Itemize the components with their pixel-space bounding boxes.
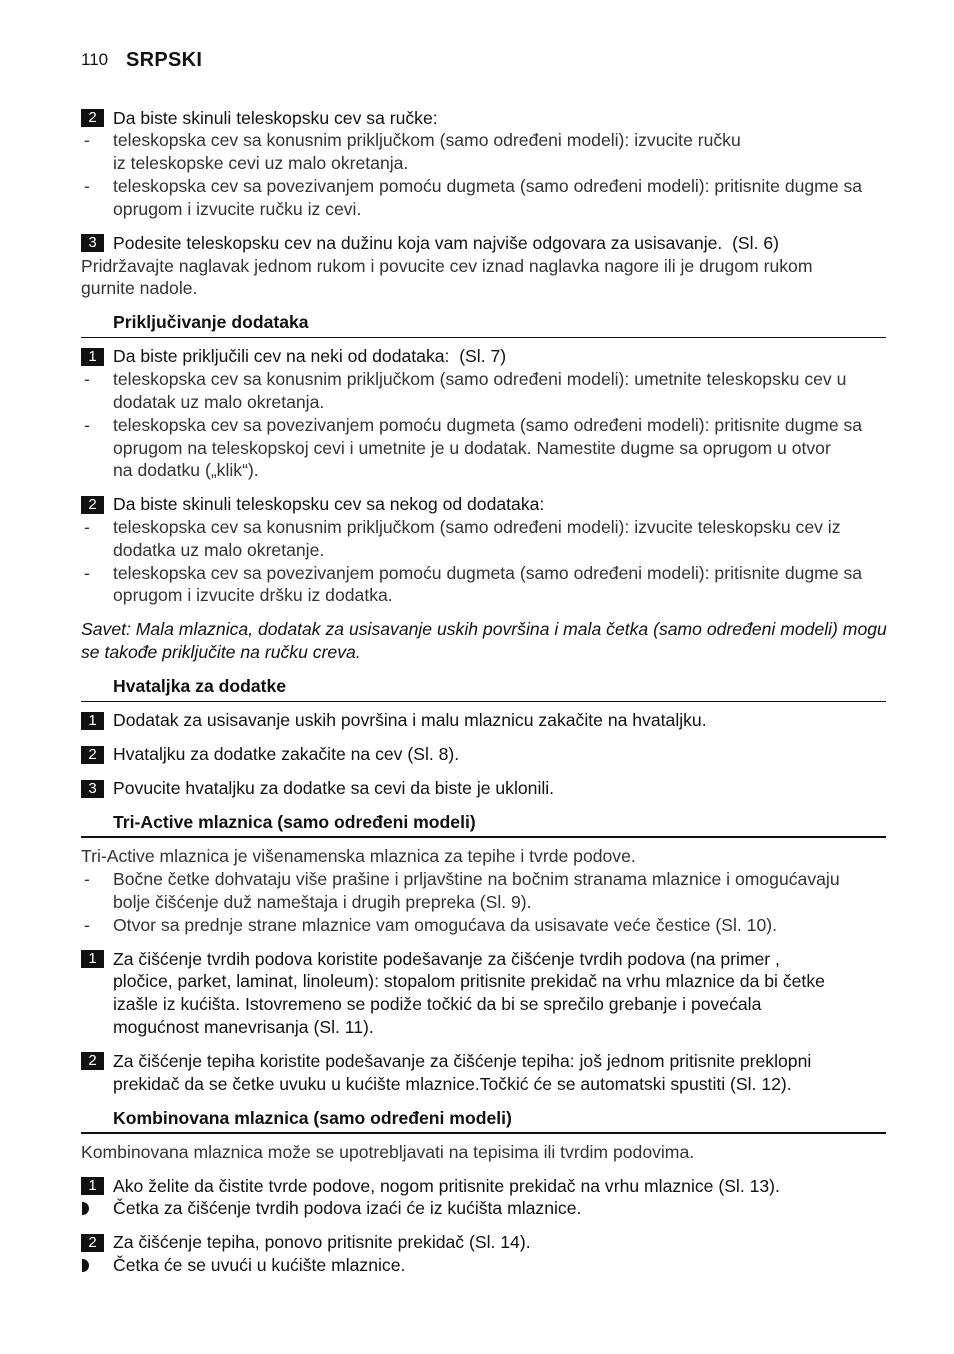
section-divider xyxy=(81,836,886,838)
clip-step-1 xyxy=(81,709,887,732)
step-number-badge: 3 xyxy=(81,780,104,798)
step-number-badge: 1 xyxy=(81,712,104,730)
section-divider xyxy=(81,1132,886,1134)
result-text: Četka za čišćenje tvrdih podova izaći će iz kućišta mlaznice. xyxy=(113,1198,582,1219)
dash-bullet: - xyxy=(84,868,90,889)
feature-text-continued: bolje čišćenje duž nameštaja i drugih prepreka (Sl. 9). xyxy=(113,891,532,912)
tri-active-intro xyxy=(81,845,887,936)
adjust-tube-step xyxy=(81,232,887,300)
dash-bullet: - xyxy=(84,562,90,583)
section-heading-attaching-accessories xyxy=(81,311,887,334)
result-line xyxy=(81,1197,887,1220)
feature-text: Bočne četke dohvataju više prašine i prljavštine na bočnim stranama mlaznice i omogućavaju xyxy=(113,868,840,889)
step-line xyxy=(81,493,887,516)
section-title: Priključivanje dodataka xyxy=(113,312,309,333)
step-text-continued: izašle iz kućišta. Istovremeno se podiže točkić da bi se sprečilo grebanje i povećala xyxy=(113,994,762,1015)
option-line xyxy=(81,516,887,539)
section-title: Tri-Active mlaznica (samo određeni modeli) xyxy=(113,812,476,833)
feature-text: Otvor sa prednje strane mlaznice vam omogućava da usisavate veće čestice (Sl. 10). xyxy=(113,914,777,935)
option-text: teleskopska cev sa konusnim priključkom (samo određeni modeli): izvucite teleskopsku cev iz xyxy=(113,517,841,538)
option-text: teleskopska cev sa konusnim priključkom (samo određeni modeli): umetnite teleskopsku cev u xyxy=(113,369,847,390)
option-text-continued: iz teleskopske cevi uz malo okretanja. xyxy=(113,153,409,174)
result-text: Četka će se uvući u kućište mlaznice. xyxy=(113,1255,406,1276)
step-line xyxy=(81,107,887,130)
option-text: teleskopska cev sa povezivanjem pomoću dugmeta (samo određeni modeli): pritisnite dugme sa xyxy=(113,414,863,435)
attach-step-2 xyxy=(81,493,887,607)
step-text: Dodatak za usisavanje uskih površina i malu mlaznicu zakačite na hvataljku. xyxy=(113,710,707,731)
section-divider xyxy=(81,701,886,703)
step-text-continued: prekidač da se četke uvuku u kućište mlaznice.Točkić će se automatski spustiti (Sl. 12). xyxy=(113,1073,792,1094)
step-number-badge: 3 xyxy=(81,234,104,252)
dash-bullet: - xyxy=(84,414,90,435)
section-title-wrap xyxy=(81,811,887,834)
page-content xyxy=(81,107,887,1277)
step-number-badge: 1 xyxy=(81,348,104,366)
step-text-continued: pločice, parket, laminat, linoleum): stopalom pritisnite prekidač na vrhu mlaznice da bi četke xyxy=(113,971,825,992)
dash-bullet: - xyxy=(84,517,90,538)
step-text: Da biste skinuli teleskopsku cev sa ručke: xyxy=(113,107,438,128)
step-text: Za čišćenje tvrdih podova koristite podešavanje za čišćenje tvrdih podova (na primer , xyxy=(113,948,780,969)
step-text: Za čišćenje tepiha koristite podešavanje za čišćenje tepiha: još jednom pritisnite preklopni xyxy=(113,1050,812,1071)
tip-text: Savet: Mala mlaznica, dodatak za usisavanje uskih površina i mala četka (samo određeni modeli) mogu xyxy=(81,619,887,640)
step-number-badge: 2 xyxy=(81,1052,104,1070)
dash-bullet: - xyxy=(84,130,90,151)
step-number-badge: 1 xyxy=(81,950,104,968)
intro-text: Kombinovana mlaznica može se upotrebljavati na tepisima ili tvrdim podovima. xyxy=(81,1141,695,1162)
step-number-badge: 2 xyxy=(81,746,104,764)
combination-step-2 xyxy=(81,1231,887,1277)
option-line xyxy=(81,368,887,391)
clip-step-2 xyxy=(81,743,887,766)
step-number-badge: 2 xyxy=(81,496,104,514)
option-text-continued: dodatka uz malo okretanje. xyxy=(113,539,325,560)
section-divider xyxy=(81,337,886,339)
tip-text: se takođe priključite na ručku creva. xyxy=(81,642,361,663)
option-text-continued: oprugom i izvucite dršku iz dodatka. xyxy=(113,585,393,606)
step-text: Povucite hvataljku za dodatke sa cevi da biste je uklonili. xyxy=(113,778,555,799)
combination-intro xyxy=(81,1141,887,1164)
result-bullet-icon xyxy=(82,1259,89,1272)
dash-bullet: - xyxy=(84,369,90,390)
dash-bullet: - xyxy=(84,914,90,935)
option-line xyxy=(81,414,887,437)
option-line xyxy=(81,129,887,152)
step-text-continued: mogućnost manevrisanja (Sl. 11). xyxy=(113,1016,374,1037)
step-text: Da biste skinuli teleskopsku cev sa nekog od dodataka: xyxy=(113,494,545,515)
tip-note xyxy=(81,618,887,664)
dash-bullet: - xyxy=(84,175,90,196)
tri-active-step-2 xyxy=(81,1050,887,1096)
option-text-continued: oprugom na teleskopskoj cevi i umetnite je u dodatak. Namestite dugme sa oprugom u otvor xyxy=(113,437,831,458)
step-line xyxy=(81,345,887,368)
intro-text: Tri-Active mlaznica je višenamenska mlaznica za tepihe i tvrde podove. xyxy=(81,846,636,867)
section-title: Kombinovana mlaznica (samo određeni modeli) xyxy=(113,1107,512,1128)
step-number-badge: 2 xyxy=(81,1234,104,1252)
step-line xyxy=(81,743,887,766)
step-line xyxy=(81,709,887,732)
step-text: Podesite teleskopsku cev na dužinu koja vam najviše odgovara za usisavanje. (Sl. 6) xyxy=(113,232,779,253)
step-line xyxy=(81,232,887,255)
option-text: teleskopska cev sa povezivanjem pomoću dugmeta (samo određeni modeli): pritisnite dugme sa xyxy=(113,175,863,196)
result-bullet-icon xyxy=(82,1202,89,1215)
section-title: Hvataljka za dodatke xyxy=(113,676,287,697)
step-number-badge: 2 xyxy=(81,109,104,127)
step-line xyxy=(81,1231,887,1254)
section-heading-combination-nozzle xyxy=(81,1107,887,1130)
note-text: gurnite nadole. xyxy=(81,278,198,299)
page-number: 110 xyxy=(81,50,109,69)
step-line xyxy=(81,1050,887,1073)
option-text: teleskopska cev sa povezivanjem pomoću dugmeta (samo određeni modeli): pritisnite dugme sa xyxy=(113,562,863,583)
option-text-continued: oprugom i izvucite ručku iz cevi. xyxy=(113,198,362,219)
step-text: Da biste priključili cev na neki od dodataka: (Sl. 7) xyxy=(113,346,507,367)
step-text: Hvataljku za dodatke zakačite na cev (Sl. 8). xyxy=(113,744,460,765)
option-text-continued: na dodatku („klik“). xyxy=(113,460,259,481)
step-line xyxy=(81,948,887,971)
clip-step-3 xyxy=(81,777,887,800)
section-heading-tri-active-nozzle xyxy=(81,811,887,834)
feature-line xyxy=(81,868,887,891)
attach-step-1 xyxy=(81,345,887,482)
step-text: Za čišćenje tepiha, ponovo pritisnite prekidač (Sl. 14). xyxy=(113,1232,531,1253)
result-line xyxy=(81,1254,887,1277)
option-text-continued: dodatak uz malo okretanja. xyxy=(113,391,325,412)
step-line xyxy=(81,777,887,800)
feature-line xyxy=(81,914,887,937)
step-line xyxy=(81,1175,887,1198)
option-text: teleskopska cev sa konusnim priključkom (samo određeni modeli): izvucite ručku xyxy=(113,130,741,151)
note-text: Pridržavajte naglavak jednom rukom i povucite cev iznad naglavka nagore ili je drugom rukom xyxy=(81,255,813,276)
section-heading-accessory-clip xyxy=(81,675,887,698)
detach-handle-step xyxy=(81,107,887,221)
combination-step-1 xyxy=(81,1175,887,1221)
option-line xyxy=(81,562,887,585)
step-text: Ako želite da čistite tvrde podove, nogom pritisnite prekidač na vrhu mlaznice (Sl. 13). xyxy=(113,1175,780,1196)
step-number-badge: 1 xyxy=(81,1177,104,1195)
section-title-wrap xyxy=(81,675,887,698)
tri-active-step-1 xyxy=(81,948,887,1039)
section-title-wrap xyxy=(81,311,887,334)
option-line xyxy=(81,175,887,198)
section-title-wrap xyxy=(81,1107,887,1130)
language-label: SRPSKI xyxy=(126,49,203,71)
